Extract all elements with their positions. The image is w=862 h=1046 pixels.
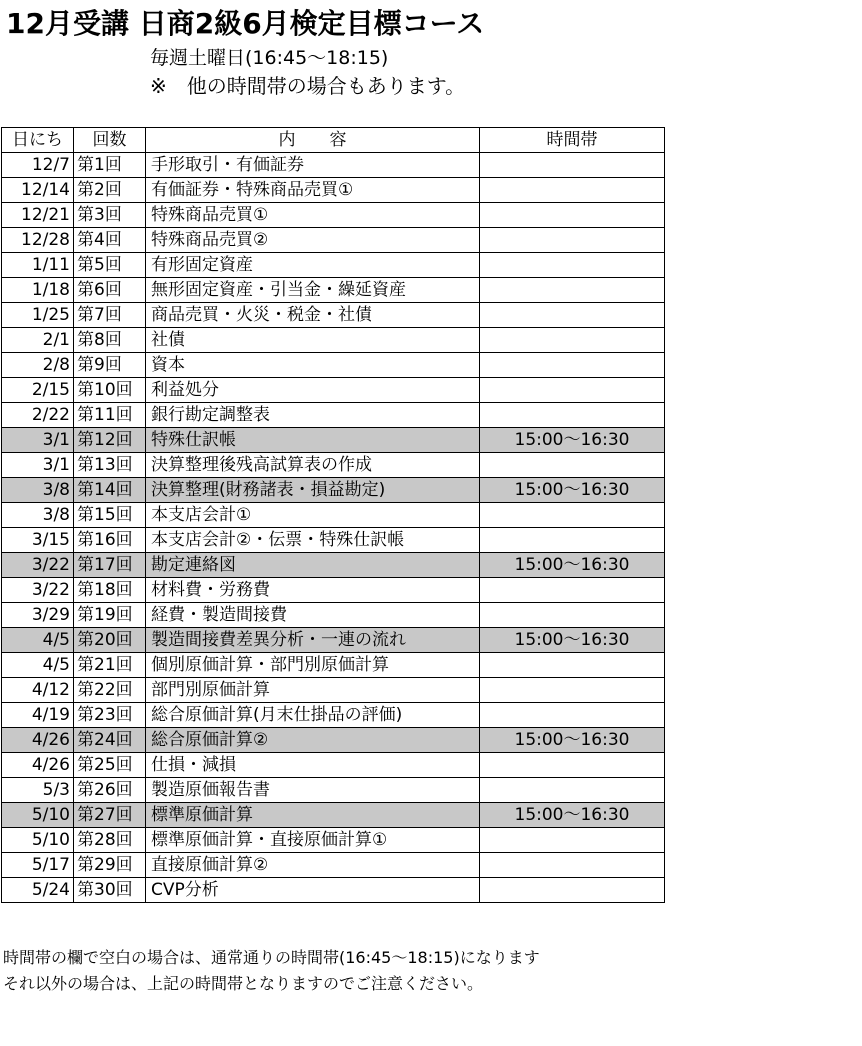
table-row: [2, 328, 665, 353]
content-cell: 利益処分: [146, 378, 480, 403]
footnote-line-2: それ以外の場合は、上記の時間帯となりますのでご注意ください。: [3, 974, 484, 993]
time-slot-cell: 15:00～16:30: [480, 728, 665, 753]
session-number-cell: 第9回: [74, 353, 146, 378]
time-slot-cell: [480, 653, 665, 678]
table-row: [2, 678, 665, 703]
date-cell: 5/17: [2, 853, 74, 878]
table-row: [2, 828, 665, 853]
column-header-time: 時間帯: [480, 128, 665, 153]
content-cell: 銀行勘定調整表: [146, 403, 480, 428]
table-row: [2, 753, 665, 778]
column-header-date: 日にち: [2, 128, 74, 153]
date-cell: 3/29: [2, 603, 74, 628]
content-cell: 無形固定資産・引当金・繰延資産: [146, 278, 480, 303]
session-number-cell: 第4回: [74, 228, 146, 253]
schedule-line: 毎週土曜日(16:45～18:15): [150, 47, 389, 69]
date-cell: 3/1: [2, 428, 74, 453]
content-cell: 決算整理(財務諸表・損益勘定): [146, 478, 480, 503]
session-number-cell: 第1回: [74, 153, 146, 178]
session-number-cell: 第5回: [74, 253, 146, 278]
session-number-cell: 第8回: [74, 328, 146, 353]
content-cell: 商品売買・火災・税金・社債: [146, 303, 480, 328]
table-row: [2, 803, 665, 828]
time-slot-cell: [480, 253, 665, 278]
date-cell: 12/21: [2, 203, 74, 228]
date-cell: 3/22: [2, 553, 74, 578]
session-number-cell: 第21回: [74, 653, 146, 678]
session-number-cell: 第19回: [74, 603, 146, 628]
table-row: [2, 878, 665, 903]
content-cell: 製造原価報告書: [146, 778, 480, 803]
date-cell: 5/3: [2, 778, 74, 803]
table-row: [2, 478, 665, 503]
table-row: [2, 603, 665, 628]
time-slot-cell: [480, 153, 665, 178]
content-cell: 社債: [146, 328, 480, 353]
table-row: [2, 578, 665, 603]
table-row: [2, 378, 665, 403]
time-slot-cell: [480, 603, 665, 628]
time-slot-cell: [480, 753, 665, 778]
time-slot-cell: 15:00～16:30: [480, 428, 665, 453]
session-number-cell: 第11回: [74, 403, 146, 428]
time-slot-cell: [480, 778, 665, 803]
time-slot-cell: [480, 678, 665, 703]
time-slot-cell: [480, 828, 665, 853]
date-cell: 4/12: [2, 678, 74, 703]
session-number-cell: 第23回: [74, 703, 146, 728]
content-cell: 標準原価計算・直接原価計算①: [146, 828, 480, 853]
date-cell: 5/10: [2, 828, 74, 853]
table-row: [2, 178, 665, 203]
session-number-cell: 第7回: [74, 303, 146, 328]
content-cell: 個別原価計算・部門別原価計算: [146, 653, 480, 678]
content-cell: 仕損・減損: [146, 753, 480, 778]
table-row: [2, 303, 665, 328]
table-row: [2, 453, 665, 478]
footnote-line-1: 時間帯の欄で空白の場合は、通常通りの時間帯(16:45～18:15)になります: [3, 948, 540, 967]
time-slot-cell: [480, 328, 665, 353]
table-row: [2, 653, 665, 678]
schedule-table: [1, 127, 665, 903]
time-slot-cell: [480, 228, 665, 253]
content-cell: 特殊仕訳帳: [146, 428, 480, 453]
date-cell: 4/26: [2, 728, 74, 753]
table-row: [2, 153, 665, 178]
time-slot-cell: [480, 353, 665, 378]
table-row: [2, 228, 665, 253]
date-cell: 1/11: [2, 253, 74, 278]
session-number-cell: 第22回: [74, 678, 146, 703]
content-cell: 直接原価計算②: [146, 853, 480, 878]
session-number-cell: 第17回: [74, 553, 146, 578]
session-number-cell: 第24回: [74, 728, 146, 753]
table-row: [2, 428, 665, 453]
column-header-content: 内 容: [146, 128, 480, 153]
session-number-cell: 第18回: [74, 578, 146, 603]
notice-line: ※ 他の時間帯の場合もあります。: [150, 74, 466, 98]
time-slot-cell: 15:00～16:30: [480, 803, 665, 828]
content-cell: 標準原価計算: [146, 803, 480, 828]
table-row: [2, 528, 665, 553]
date-cell: 4/26: [2, 753, 74, 778]
content-cell: 有形固定資産: [146, 253, 480, 278]
session-number-cell: 第30回: [74, 878, 146, 903]
date-cell: 2/22: [2, 403, 74, 428]
table-row: [2, 253, 665, 278]
content-cell: 本支店会計②・伝票・特殊仕訳帳: [146, 528, 480, 553]
date-cell: 2/1: [2, 328, 74, 353]
table-row: [2, 728, 665, 753]
date-cell: 1/18: [2, 278, 74, 303]
content-cell: 決算整理後残高試算表の作成: [146, 453, 480, 478]
time-slot-cell: 15:00～16:30: [480, 628, 665, 653]
date-cell: 4/5: [2, 628, 74, 653]
column-header-number: 回数: [74, 128, 146, 153]
table-row: [2, 628, 665, 653]
table-row: [2, 778, 665, 803]
table-row: [2, 278, 665, 303]
session-number-cell: 第27回: [74, 803, 146, 828]
content-cell: 経費・製造間接費: [146, 603, 480, 628]
session-number-cell: 第13回: [74, 453, 146, 478]
session-number-cell: 第16回: [74, 528, 146, 553]
content-cell: 材料費・労務費: [146, 578, 480, 603]
session-number-cell: 第14回: [74, 478, 146, 503]
time-slot-cell: [480, 178, 665, 203]
content-cell: 総合原価計算②: [146, 728, 480, 753]
time-slot-cell: [480, 853, 665, 878]
table-row: [2, 553, 665, 578]
date-cell: 4/5: [2, 653, 74, 678]
session-number-cell: 第2回: [74, 178, 146, 203]
session-number-cell: 第20回: [74, 628, 146, 653]
date-cell: 3/22: [2, 578, 74, 603]
time-slot-cell: [480, 578, 665, 603]
content-cell: 特殊商品売買②: [146, 228, 480, 253]
content-cell: 特殊商品売買①: [146, 203, 480, 228]
session-number-cell: 第12回: [74, 428, 146, 453]
content-cell: 勘定連絡図: [146, 553, 480, 578]
table-row: [2, 353, 665, 378]
table-header-row: [2, 128, 665, 153]
date-cell: 12/28: [2, 228, 74, 253]
session-number-cell: 第6回: [74, 278, 146, 303]
date-cell: 2/8: [2, 353, 74, 378]
content-cell: 総合原価計算(月末仕掛品の評価): [146, 703, 480, 728]
date-cell: 12/14: [2, 178, 74, 203]
time-slot-cell: [480, 378, 665, 403]
table-row: [2, 403, 665, 428]
time-slot-cell: [480, 278, 665, 303]
time-slot-cell: [480, 403, 665, 428]
time-slot-cell: [480, 878, 665, 903]
date-cell: 1/25: [2, 303, 74, 328]
session-number-cell: 第3回: [74, 203, 146, 228]
content-cell: CVP分析: [146, 878, 480, 903]
table-row: [2, 203, 665, 228]
time-slot-cell: [480, 703, 665, 728]
date-cell: 2/15: [2, 378, 74, 403]
session-number-cell: 第10回: [74, 378, 146, 403]
session-number-cell: 第29回: [74, 853, 146, 878]
date-cell: 5/10: [2, 803, 74, 828]
content-cell: 手形取引・有価証券: [146, 153, 480, 178]
date-cell: 3/1: [2, 453, 74, 478]
date-cell: 3/8: [2, 478, 74, 503]
session-number-cell: 第25回: [74, 753, 146, 778]
schedule-table-body: [2, 153, 665, 903]
table-row: [2, 853, 665, 878]
date-cell: 3/15: [2, 528, 74, 553]
date-cell: 12/7: [2, 153, 74, 178]
page-title: 12月受講 日商2級6月検定目標コース: [6, 7, 485, 40]
content-cell: 製造間接費差異分析・一連の流れ: [146, 628, 480, 653]
date-cell: 3/8: [2, 503, 74, 528]
content-cell: 有価証券・特殊商品売買①: [146, 178, 480, 203]
time-slot-cell: [480, 503, 665, 528]
time-slot-cell: [480, 303, 665, 328]
session-number-cell: 第28回: [74, 828, 146, 853]
table-row: [2, 703, 665, 728]
session-number-cell: 第26回: [74, 778, 146, 803]
time-slot-cell: 15:00～16:30: [480, 478, 665, 503]
date-cell: 4/19: [2, 703, 74, 728]
time-slot-cell: [480, 203, 665, 228]
content-cell: 部門別原価計算: [146, 678, 480, 703]
session-number-cell: 第15回: [74, 503, 146, 528]
table-row: [2, 503, 665, 528]
content-cell: 資本: [146, 353, 480, 378]
time-slot-cell: [480, 453, 665, 478]
time-slot-cell: 15:00～16:30: [480, 553, 665, 578]
date-cell: 5/24: [2, 878, 74, 903]
content-cell: 本支店会計①: [146, 503, 480, 528]
time-slot-cell: [480, 528, 665, 553]
